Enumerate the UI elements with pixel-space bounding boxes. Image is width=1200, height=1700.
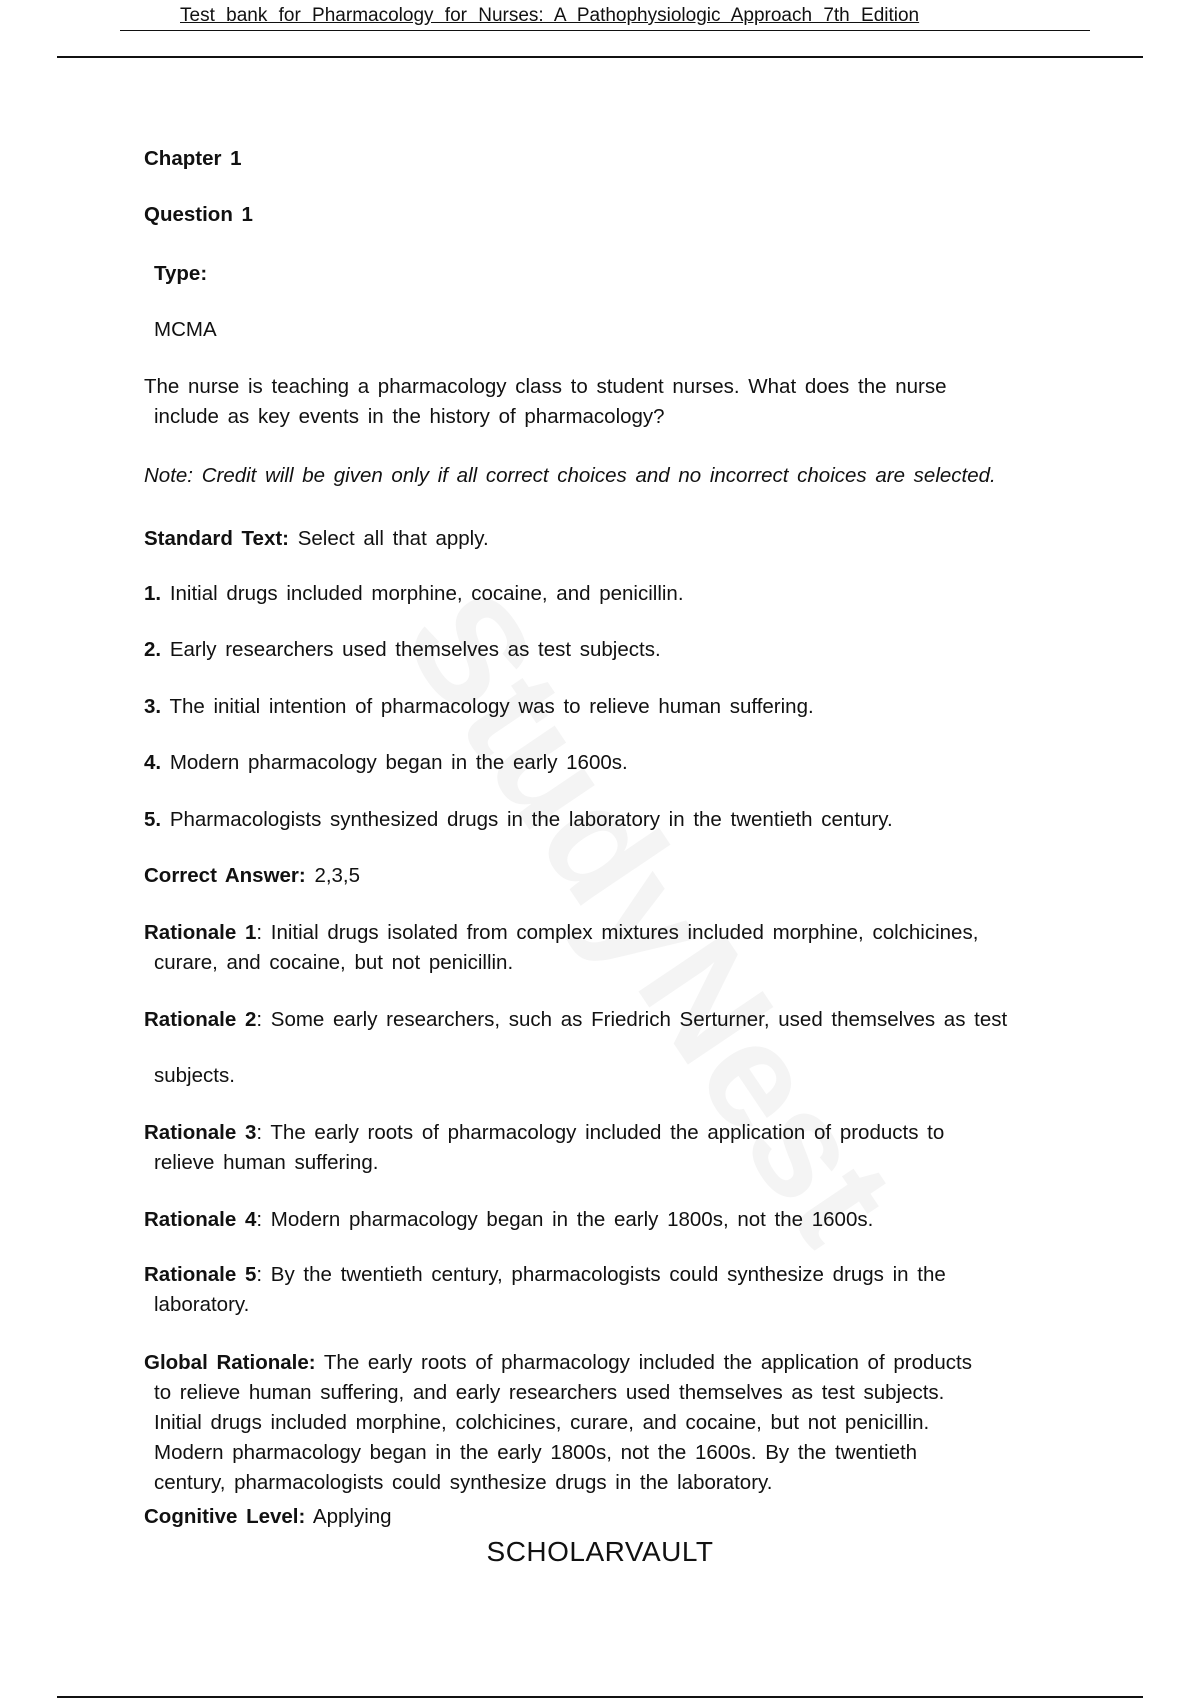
correct-answer-value: 2,3,5 bbox=[314, 864, 361, 887]
rationale-text: : The early roots of pharmacology included the application of products to bbox=[256, 1121, 945, 1144]
answer-option bbox=[144, 748, 1084, 778]
option-text: Pharmacologists synthesized drugs in the laboratory in the twentieth century. bbox=[169, 808, 893, 831]
rationale-text: subjects. bbox=[154, 1064, 235, 1087]
question-heading: Question 1 bbox=[144, 203, 253, 226]
rationale-text: : Some early researchers, such as Friedrich Serturner, used themselves as test bbox=[256, 1008, 1008, 1031]
standard-text-value: Select all that apply. bbox=[297, 527, 489, 550]
option-number: 2. bbox=[144, 638, 162, 661]
rationale-label: Rationale 4 bbox=[144, 1208, 257, 1231]
option-text: Modern pharmacology began in the early 1600s. bbox=[169, 751, 628, 774]
type-label: Type: bbox=[154, 262, 208, 285]
option-number: 4. bbox=[144, 751, 162, 774]
global-rationale-text: century, pharmacologists could synthesize drugs in the laboratory. bbox=[154, 1471, 773, 1494]
rationale bbox=[144, 1118, 1084, 1178]
rationale bbox=[144, 1005, 1084, 1091]
answer-option bbox=[144, 805, 1084, 835]
question-stem-line: include as key events in the history of pharmacology? bbox=[154, 405, 665, 428]
rationale bbox=[144, 918, 1084, 978]
cognitive-level-label: Cognitive Level: bbox=[144, 1505, 306, 1528]
answer-option bbox=[144, 692, 1084, 722]
footer-divider bbox=[57, 1696, 1143, 1698]
rationale-text: relieve human suffering. bbox=[154, 1151, 379, 1174]
scoring-note: Note: Credit will be given only if all correct choices and no incorrect choices are selected. bbox=[144, 464, 996, 487]
correct-answer bbox=[144, 861, 1084, 891]
rationale-label: Rationale 2 bbox=[144, 1008, 257, 1031]
rationale-text: laboratory. bbox=[154, 1293, 250, 1316]
option-text: Initial drugs included morphine, cocaine, and penicillin. bbox=[169, 582, 684, 605]
rationale-label: Rationale 3 bbox=[144, 1121, 257, 1144]
correct-answer-label: Correct Answer: bbox=[144, 864, 306, 887]
rationale-text: : Initial drugs isolated from complex mixtures included morphine, colchicines, bbox=[256, 921, 979, 944]
header-divider bbox=[57, 56, 1143, 58]
standard-text-label: Standard Text: bbox=[144, 527, 289, 550]
standard-text bbox=[144, 524, 1084, 554]
answer-option bbox=[144, 635, 1084, 665]
header-title-text: Test bank for Pharmacology for Nurses: A Pathophysiologic Approach 7th Edition bbox=[180, 5, 920, 26]
chapter-heading: Chapter 1 bbox=[144, 147, 242, 170]
cognitive-level bbox=[144, 1502, 1084, 1532]
question-stem-line: The nurse is teaching a pharmacology class to student nurses. What does the nurse bbox=[144, 375, 947, 398]
option-number: 1. bbox=[144, 582, 162, 605]
rationale-label: Rationale 5 bbox=[144, 1263, 257, 1286]
rationale bbox=[144, 1205, 1084, 1235]
global-rationale-text: The early roots of pharmacology included the application of products bbox=[323, 1351, 972, 1374]
option-number: 3. bbox=[144, 695, 162, 718]
rationale bbox=[144, 1260, 1084, 1320]
rationale-text: : By the twentieth century, pharmacologists could synthesize drugs in the bbox=[256, 1263, 946, 1286]
cognitive-level-value: Applying bbox=[312, 1505, 392, 1528]
global-rationale-text: Initial drugs included morphine, colchicines, curare, and cocaine, but not penicillin. bbox=[154, 1411, 930, 1434]
option-text: The initial intention of pharmacology was to relieve human suffering. bbox=[169, 695, 814, 718]
brand-footer-text: SCHOLARVAULT bbox=[486, 1536, 714, 1567]
header-title bbox=[120, 4, 1090, 31]
question-stem bbox=[144, 372, 1084, 432]
global-rationale bbox=[144, 1348, 1084, 1498]
type-value: MCMA bbox=[154, 318, 217, 341]
option-number: 5. bbox=[144, 808, 162, 831]
rationale-label: Rationale 1 bbox=[144, 921, 257, 944]
global-rationale-text: Modern pharmacology began in the early 1800s, not the 1600s. By the twentieth bbox=[154, 1441, 918, 1464]
option-text: Early researchers used themselves as test subjects. bbox=[169, 638, 661, 661]
answer-option bbox=[144, 579, 1084, 609]
global-rationale-label: Global Rationale: bbox=[144, 1351, 316, 1374]
rationale-text: : Modern pharmacology began in the early 1800s, not the 1600s. bbox=[256, 1208, 874, 1231]
rationale-text: curare, and cocaine, but not penicillin. bbox=[154, 951, 514, 974]
global-rationale-text: to relieve human suffering, and early researchers used themselves as test subjects. bbox=[154, 1381, 945, 1404]
